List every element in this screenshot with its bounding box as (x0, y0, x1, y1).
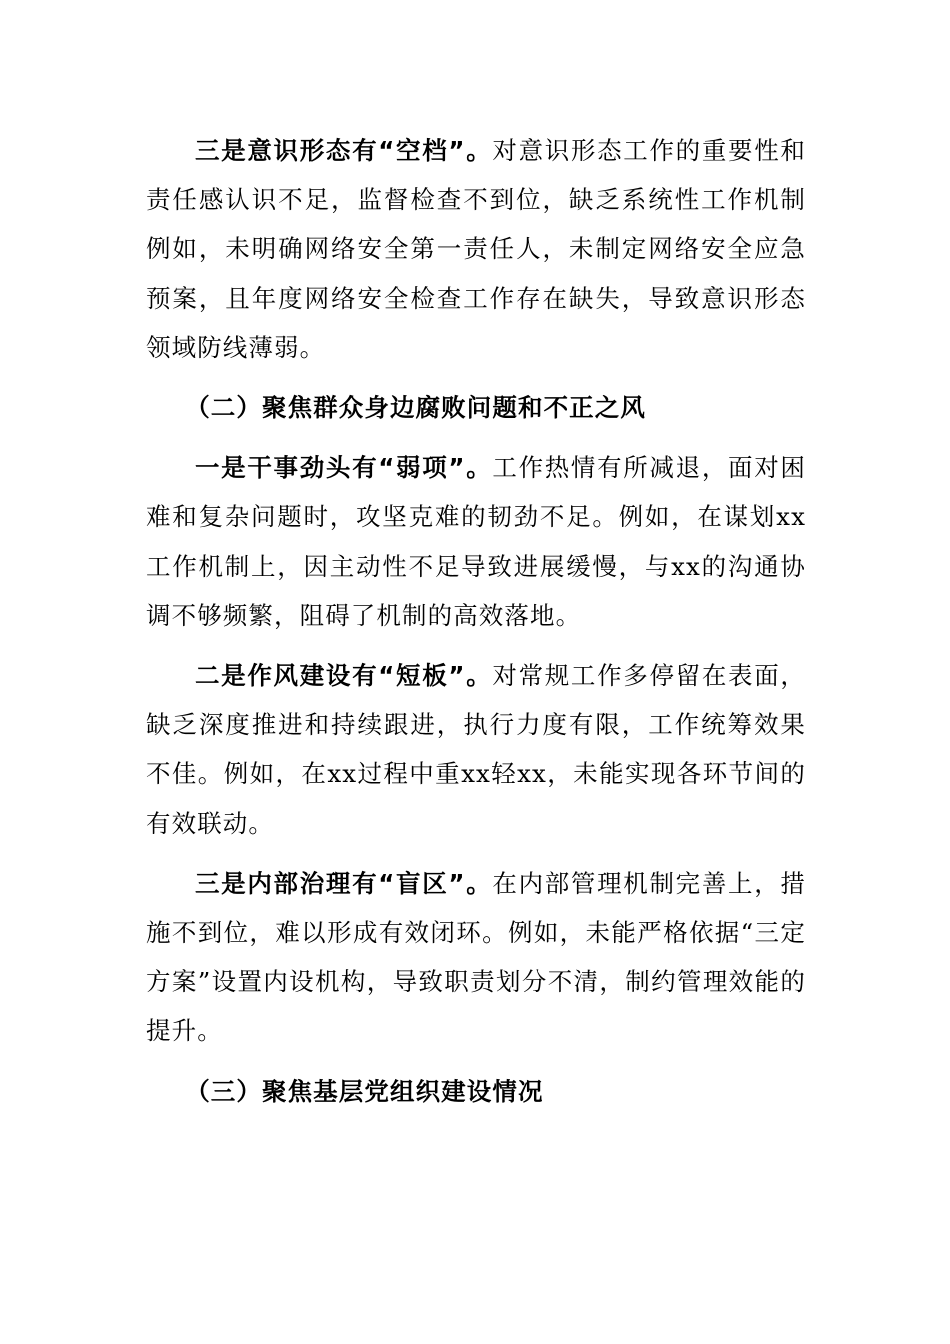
paragraph-lead: 二是作风建设有“短板”。 (195, 661, 493, 691)
paragraph-work-drive-weakness (146, 443, 806, 640)
paragraph-text: 在内部管理机制完善上，措施不到位，难以形成有效闭环。例如，未能严格依据“三定方案”设置内设机构，导致职责划分不清，制约管理效能的提升。 (146, 868, 806, 1046)
paragraph-text: 对常规工作多停留在表面，缺乏深度推进和持续跟进，执行力度有限，工作统筹效果不佳。例如，在xx过程中重xx轻xx，未能实现各环节间的有效联动。 (146, 661, 806, 838)
section-heading-2: （二）聚焦群众身边腐败问题和不正之风 (185, 393, 646, 423)
paragraph-internal-governance-blindspot (146, 859, 806, 1056)
section-heading-3: （三）聚焦基层党组织建设情况 (185, 1076, 544, 1106)
paragraph-text: 工作热情有所减退，面对困难和复杂问题时，攻坚克难的韧劲不足。例如，在谋划xx工作机制上，因主动性不足导致进展缓慢，与xx的沟通协调不够频繁，阻碍了机制的高效落地。 (146, 453, 806, 630)
paragraph-text: 对意识形态工作的重要性和责任感认识不足，监督检查不到位，缺乏系统性工作机制例如，未明确网络安全第一责任人，未制定网络安全应急预案，且年度网络安全检查工作存在缺失，导致意识形态领域防线薄弱。 (146, 136, 806, 362)
paragraph-lead: 一是干事劲头有“弱项”。 (195, 453, 493, 483)
paragraph-ideology-gap (146, 126, 806, 372)
paragraph-work-style-shortcoming (146, 651, 806, 848)
paragraph-lead: 三是内部治理有“盲区”。 (195, 868, 493, 898)
paragraph-lead: 三是意识形态有“空档”。 (195, 136, 493, 165)
document-body (146, 126, 806, 1116)
